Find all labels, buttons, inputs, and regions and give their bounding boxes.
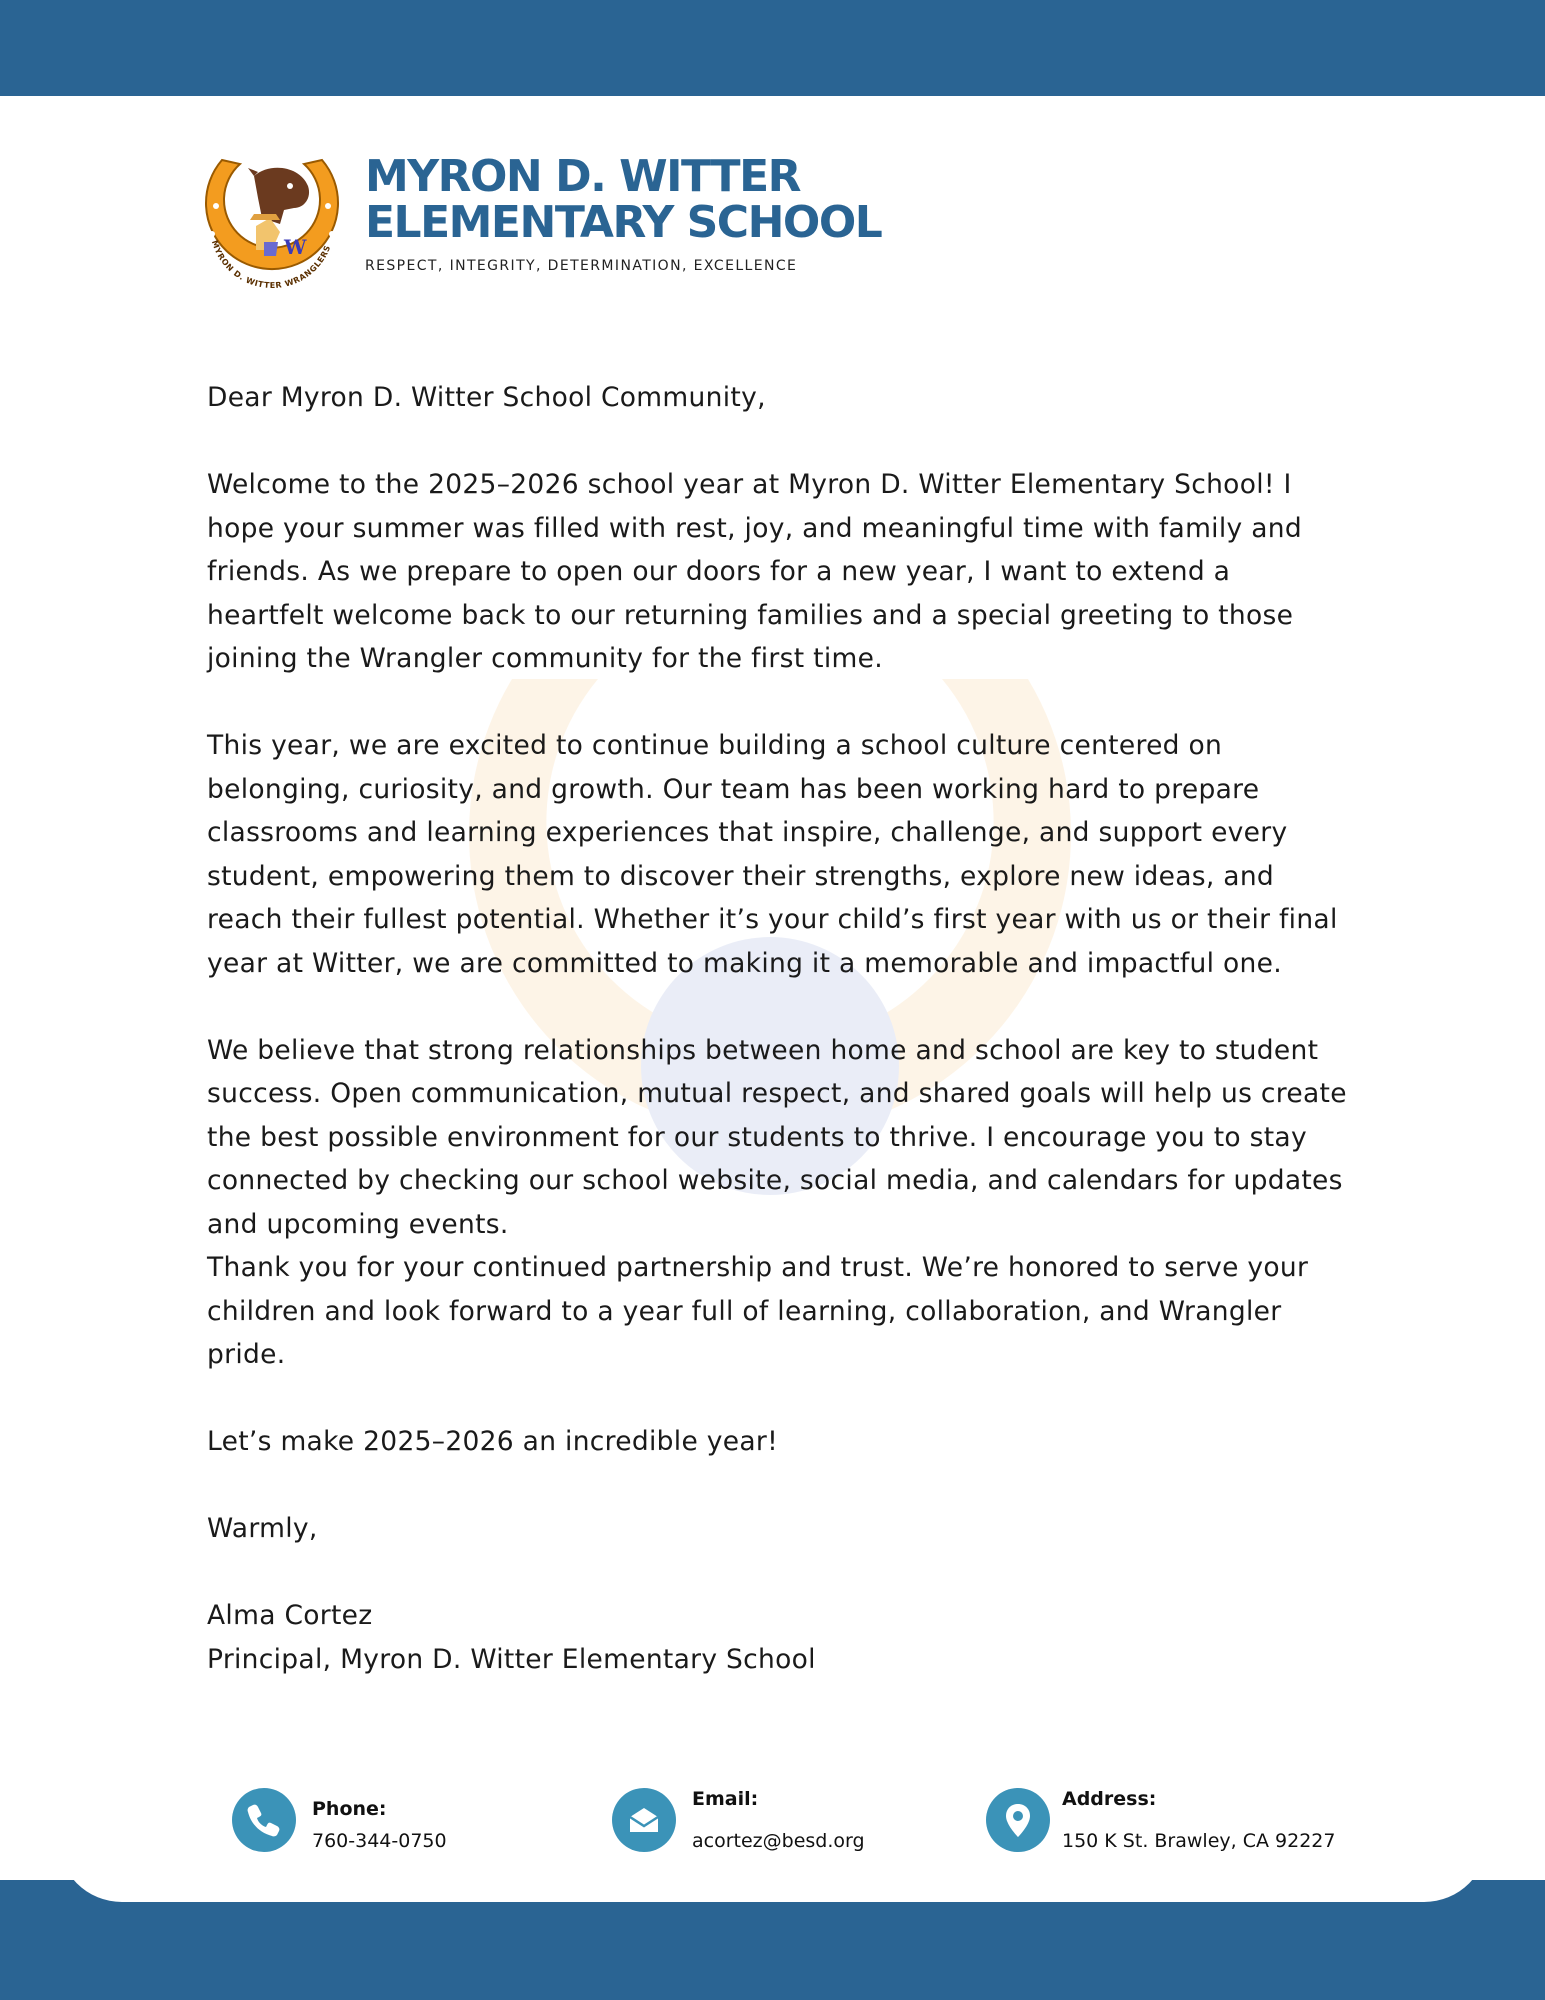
signer-title: Principal, Myron D. Witter Elementary School [207,1643,816,1675]
envelope-icon [612,1788,676,1852]
phone-value[interactable]: 760-344-0750 [312,1830,447,1852]
email-value[interactable]: acortez@besd.org [692,1830,865,1852]
letter-paragraph: This year, we are excited to continue building a school culture centered on belonging, curiosity, and growth. Our team has been working hard to prepare classrooms and learning experiences that inspire, challenge, and support every student, empowering them to discover their strengths, explore new ideas, and reach their fullest potential. Whether it’s your child’s first year with us or their final year at Witter, we are committed to making it a memorable and impactful one. [207,730,1338,979]
letter-paragraph: Thank you for your continued partnership and trust. We’re honored to serve your children and look forward to a year full of learning, collaboration, and Wrangler pride. [207,1252,1309,1370]
letter-signoff: Warmly, [207,1513,318,1544]
letter-paragraph: We believe that strong relationships between home and school are key to student success. Open communication, mutual respect, and shared goals will help us create the best possible environment for our students to thrive. I encourage you to stay connected by checking our school website, social media, and calendars for updates and upcoming events. [207,1034,1347,1240]
address-label: Address: [1062,1788,1157,1810]
school-motto: RESPECT, INTEGRITY, DETERMINATION, EXCELLENCE [365,258,798,274]
contact-email [612,1788,932,1868]
letter-body [207,376,1347,1681]
school-name: MYRON D. WITTER ELEMENTARY SCHOOL [365,151,882,248]
contact-phone [232,1788,532,1868]
top-banner [0,0,1545,96]
phone-label: Phone: [312,1798,387,1820]
signer-name: Alma Cortez [207,1600,373,1631]
contact-address [986,1788,1366,1868]
phone-icon [232,1788,296,1852]
letter-paragraph: Welcome to the 2025–2026 school year at Myron D. Witter Elementary School! I hope your summer was filled with rest, joy, and meaningful time with family and friends. As we prepare to open our doors for a new year, I want to extend a heartfelt welcome back to our returning families and a special greeting to those joining the Wrangler community for the first time. [207,469,1302,674]
letter-greeting: Dear Myron D. Witter School Community, [207,382,766,413]
map-pin-icon [986,1788,1050,1852]
email-label: Email: [692,1788,759,1810]
svg-text:MYRON D. WITTER WRANGLERS: MYRON D. WITTER WRANGLERS [209,239,333,291]
letter-closing-line: Let’s make 2025–2026 an incredible year! [207,1426,779,1457]
svg-text:W: W [284,235,307,259]
school-logo [192,146,352,306]
address-value[interactable]: 150 K St. Brawley, CA 92227 [1062,1830,1336,1852]
